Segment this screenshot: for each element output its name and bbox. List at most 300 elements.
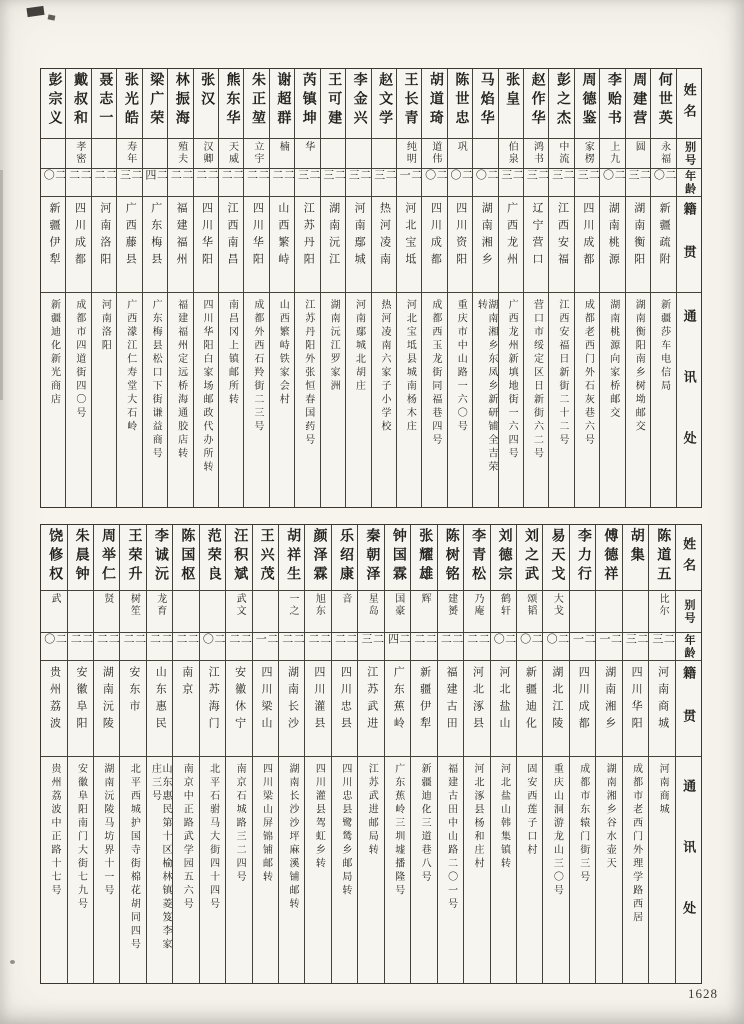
name-text: 王可建	[326, 72, 342, 129]
alias-cell	[200, 591, 225, 633]
native-text: 四川华阳	[251, 202, 264, 270]
table-section-bottom	[40, 524, 702, 984]
address-text: 广西濛江仁寿堂大石岭	[124, 299, 136, 434]
name-text: 张耀雄	[417, 528, 433, 585]
name-cell	[226, 525, 251, 591]
address-cell	[305, 757, 330, 983]
age-cell	[41, 169, 65, 197]
age-cell	[448, 169, 472, 197]
name-text: 谢超群	[275, 72, 291, 129]
alias-cell	[194, 139, 218, 169]
age-text: 二二	[93, 169, 117, 183]
alias-text: 龙育	[154, 593, 166, 617]
name-cell	[623, 525, 648, 591]
native-cell	[94, 661, 119, 757]
native-cell	[575, 197, 599, 293]
age-cell	[372, 169, 396, 197]
person-column	[472, 69, 497, 507]
name-text: 陈国枢	[179, 528, 195, 585]
alias-cell	[499, 139, 523, 169]
person-column	[447, 69, 472, 507]
alias-cell	[244, 139, 268, 169]
age-cell	[147, 633, 172, 661]
scan-artifact	[26, 6, 44, 17]
native-text: 江苏海门	[207, 666, 220, 734]
native-text: 福建古田	[445, 666, 458, 734]
native-text: 新疆迪化	[524, 666, 537, 734]
header-age-cell	[676, 633, 701, 661]
native-cell	[66, 197, 90, 293]
age-cell	[92, 169, 116, 197]
age-cell	[270, 169, 294, 197]
native-cell	[120, 661, 145, 757]
person-column	[278, 525, 304, 983]
name-cell	[253, 525, 278, 591]
native-cell	[332, 661, 357, 757]
alias-cell	[226, 591, 251, 633]
age-cell	[253, 633, 278, 661]
native-text: 广西藤县	[124, 202, 137, 270]
native-cell	[499, 197, 523, 293]
alias-cell	[120, 591, 145, 633]
person-column	[167, 69, 192, 507]
alias-text: 华	[302, 141, 314, 153]
age-text: 二二	[412, 633, 437, 647]
name-text: 李贻书	[605, 72, 621, 129]
address-cell	[570, 757, 595, 983]
address-cell	[397, 293, 421, 507]
table-section-top	[40, 68, 702, 508]
address-cell	[346, 293, 370, 507]
alias-text: 寿年	[124, 141, 136, 165]
name-cell	[143, 69, 167, 139]
age-cell	[68, 633, 93, 661]
person-column	[595, 525, 621, 983]
age-cell	[524, 169, 548, 197]
name-cell	[147, 525, 172, 591]
name-text: 秦朝泽	[364, 528, 380, 585]
address-cell	[226, 757, 251, 983]
alias-cell	[385, 591, 410, 633]
native-cell	[626, 197, 650, 293]
address-cell	[68, 757, 93, 983]
address-text: 河南鄢城北胡庄	[353, 299, 365, 394]
name-cell	[491, 525, 516, 591]
address-cell	[422, 293, 446, 507]
alias-cell	[305, 591, 330, 633]
name-cell	[321, 69, 345, 139]
alias-cell	[570, 591, 595, 633]
age-text: 二二	[271, 169, 295, 183]
name-cell	[279, 525, 304, 591]
address-cell	[575, 293, 599, 507]
alias-cell	[279, 591, 304, 633]
header-native-cell	[676, 661, 701, 757]
name-cell	[346, 69, 370, 139]
name-text: 张汉	[199, 72, 215, 110]
alias-cell	[41, 591, 66, 633]
person-column	[320, 69, 345, 507]
native-cell	[491, 661, 516, 757]
name-cell	[411, 525, 436, 591]
address-cell	[219, 293, 243, 507]
person-column	[345, 69, 370, 507]
name-cell	[270, 69, 294, 139]
name-cell	[549, 69, 573, 139]
native-text: 江苏武进	[365, 666, 378, 734]
name-cell	[397, 69, 421, 139]
person-column	[225, 525, 251, 983]
alias-text: 中流	[556, 141, 568, 165]
alias-cell	[575, 139, 599, 169]
age-cell	[332, 633, 357, 661]
native-text: 新疆伊犁	[418, 666, 431, 734]
person-column	[91, 69, 116, 507]
person-column	[516, 525, 542, 983]
address-text: 江苏丹阳外张恒春国药号	[302, 299, 314, 448]
address-text: 南京石城路三二四号	[234, 763, 246, 885]
alias-text: 辉	[419, 593, 431, 605]
alias-cell	[397, 139, 421, 169]
native-cell	[117, 197, 141, 293]
name-text: 聂志一	[97, 72, 113, 129]
age-text: 二〇	[42, 169, 66, 183]
header-column	[676, 69, 701, 507]
alias-cell	[600, 139, 624, 169]
name-cell	[575, 69, 599, 139]
alias-cell	[517, 591, 542, 633]
native-cell	[596, 661, 621, 757]
address-cell	[549, 293, 573, 507]
alias-text: 武文	[234, 593, 246, 617]
native-text: 湖南沅江	[327, 202, 340, 270]
name-text: 刘之武	[523, 528, 538, 585]
age-text: 二三	[372, 169, 396, 183]
address-cell	[92, 293, 116, 507]
address-text: 山东惠民第十区榆林镇菱笈李家庄三号	[149, 763, 172, 952]
name-cell	[92, 69, 116, 139]
alias-cell	[464, 591, 489, 633]
name-text: 范荣良	[205, 528, 221, 585]
native-text: 四川灌县	[312, 666, 325, 734]
native-text: 辽宁营口	[531, 202, 544, 270]
name-text: 李诚沅	[152, 528, 168, 585]
age-cell	[173, 633, 198, 661]
header-address-cell	[677, 293, 701, 507]
alias-cell	[524, 139, 548, 169]
native-text: 山西繁峙	[276, 202, 289, 270]
native-cell	[200, 661, 225, 757]
native-cell	[226, 661, 251, 757]
address-text: 新疆迪化新光商店	[48, 299, 60, 407]
alias-cell	[270, 139, 294, 169]
alias-cell	[623, 591, 648, 633]
native-cell	[41, 661, 66, 757]
alias-text: 颂韬	[524, 593, 536, 617]
name-cell	[438, 525, 463, 591]
age-text: 二二	[67, 169, 91, 183]
age-cell	[219, 169, 243, 197]
address-text: 成都市老西门外理学路西居	[630, 763, 642, 925]
header-alias-text: 别号	[683, 598, 696, 625]
name-text: 饶修权	[47, 528, 63, 585]
address-text: 湖南长沙沙坪麻溪铺邮转	[286, 763, 298, 912]
header-native-text: 籍贯	[681, 665, 697, 752]
name-cell	[295, 69, 319, 139]
address-cell	[499, 293, 523, 507]
alias-text: 比尔	[657, 593, 669, 617]
person-column	[172, 525, 198, 983]
alias-cell	[358, 591, 383, 633]
native-text: 热河凌南	[378, 202, 391, 270]
alias-text: 大戈	[551, 593, 563, 617]
native-cell	[600, 197, 624, 293]
header-name-cell	[676, 525, 701, 591]
name-cell	[219, 69, 243, 139]
name-cell	[200, 525, 225, 591]
native-text: 河北宝坻	[403, 202, 416, 270]
name-cell	[41, 69, 65, 139]
name-cell	[473, 69, 497, 139]
native-cell	[68, 661, 93, 757]
alias-cell	[346, 139, 370, 169]
name-cell	[168, 69, 192, 139]
page-number: 1628	[688, 986, 718, 1001]
native-text: 河北涿县	[471, 666, 484, 734]
alias-text: 上九	[607, 141, 619, 165]
age-text: 二〇	[201, 633, 225, 647]
alias-cell	[448, 139, 472, 169]
native-cell	[253, 661, 278, 757]
name-cell	[596, 525, 621, 591]
name-cell	[332, 525, 357, 591]
address-text: 河南洛阳	[99, 299, 111, 353]
person-column	[294, 69, 319, 507]
alias-text: 贤	[101, 593, 113, 605]
address-cell	[143, 293, 167, 507]
native-text: 南京	[180, 666, 193, 700]
person-column	[574, 69, 599, 507]
person-column	[622, 525, 648, 983]
name-text: 林振海	[173, 72, 189, 129]
native-cell	[372, 197, 396, 293]
age-text: 二三	[576, 169, 600, 183]
age-cell	[279, 633, 304, 661]
native-cell	[270, 197, 294, 293]
name-cell	[358, 525, 383, 591]
alias-text: 道伟	[429, 141, 441, 165]
age-cell	[120, 633, 145, 661]
address-cell	[270, 293, 294, 507]
header-alias-cell	[677, 139, 701, 169]
age-cell	[575, 169, 599, 197]
person-column	[193, 69, 218, 507]
person-column	[304, 525, 330, 983]
age-text: 二三	[626, 169, 651, 183]
name-text: 王兴茂	[258, 528, 274, 585]
native-cell	[244, 197, 268, 293]
name-text: 朱正堃	[249, 72, 265, 129]
alias-cell	[253, 591, 278, 633]
name-text: 熊东华	[224, 72, 240, 129]
age-text: 二二	[169, 169, 193, 183]
name-text: 李力行	[575, 528, 591, 585]
address-text: 湖南桃源向家桥邮交	[607, 299, 619, 421]
age-cell	[41, 633, 66, 661]
native-text: 四川华阳	[200, 202, 213, 270]
name-text: 陈树铭	[443, 528, 459, 585]
alias-text: 树笙	[128, 593, 140, 617]
person-column	[67, 525, 93, 983]
name-text: 陈世忠	[453, 72, 469, 129]
name-text: 周举仁	[100, 528, 115, 585]
native-text: 河南鄢城	[353, 202, 366, 270]
age-cell	[623, 633, 648, 661]
age-cell	[66, 169, 90, 197]
age-cell	[649, 633, 674, 661]
person-column	[65, 69, 90, 507]
address-text: 江西安福日新街二十二号	[556, 299, 568, 448]
age-cell	[397, 169, 421, 197]
age-text: 二二	[227, 633, 252, 647]
native-text: 河南商城	[656, 666, 669, 734]
alias-text: 星岛	[366, 593, 378, 617]
age-text: 二三	[499, 169, 524, 183]
native-cell	[173, 661, 198, 757]
alias-cell	[626, 139, 650, 169]
alias-text: 旭东	[313, 593, 325, 617]
person-column	[371, 69, 396, 507]
native-cell	[649, 661, 674, 757]
native-text: 广东蕉岭	[392, 666, 405, 734]
alias-text: 鹤轩	[498, 593, 510, 617]
native-text: 广西龙州	[505, 202, 518, 270]
age-text: 二〇	[545, 633, 569, 647]
address-text: 河北盐山韩集镇转	[498, 763, 510, 871]
age-cell	[549, 169, 573, 197]
address-text: 福建古田中山路二〇一号	[445, 763, 457, 912]
name-cell	[68, 525, 93, 591]
address-text: 四川华阳白家场邮政代办所转	[201, 299, 213, 475]
age-cell	[305, 633, 330, 661]
age-text: 二二	[174, 633, 199, 647]
native-text: 湖南沅陵	[101, 666, 114, 734]
header-address-cell	[676, 757, 701, 983]
native-text: 江苏丹阳	[302, 202, 315, 270]
alias-text: 天威	[226, 141, 238, 165]
age-text: 二三	[321, 169, 346, 183]
person-column	[463, 525, 489, 983]
person-column	[269, 69, 294, 507]
address-text: 北平石驸马大街四十四号	[207, 763, 219, 912]
alias-cell	[543, 591, 568, 633]
native-text: 山东惠民	[154, 666, 167, 734]
native-cell	[422, 197, 446, 293]
person-column	[199, 525, 225, 983]
alias-cell	[321, 139, 345, 169]
person-column	[119, 525, 145, 983]
person-column	[650, 69, 675, 507]
age-text: 二〇	[42, 633, 67, 647]
person-column	[498, 69, 523, 507]
alias-text: 楠	[277, 141, 289, 153]
name-text: 胡道琦	[427, 72, 443, 129]
native-cell	[448, 197, 472, 293]
alias-text: 乃庵	[472, 593, 484, 617]
age-cell	[200, 633, 225, 661]
alias-text: 家楞	[582, 141, 594, 165]
address-text: 贵州荔波中正路十七号	[49, 763, 61, 898]
person-column	[421, 69, 446, 507]
alias-cell	[143, 139, 167, 169]
alias-cell	[219, 139, 243, 169]
address-text: 营口市绥定区日新街六二号	[531, 299, 543, 461]
name-text: 彭宗义	[46, 72, 62, 129]
age-cell	[411, 633, 436, 661]
person-column	[252, 525, 278, 983]
age-text: 二二	[465, 633, 490, 647]
person-column	[243, 69, 268, 507]
native-cell	[295, 197, 319, 293]
age-cell	[570, 633, 595, 661]
name-cell	[120, 525, 145, 591]
name-cell	[244, 69, 268, 139]
alias-cell	[438, 591, 463, 633]
age-cell	[321, 169, 345, 197]
alias-text: 圆	[633, 141, 645, 153]
address-cell	[244, 293, 268, 507]
native-text: 贵州荔波	[48, 666, 61, 734]
native-text: 湖南长沙	[286, 666, 299, 734]
person-column	[542, 525, 568, 983]
native-cell	[321, 197, 345, 293]
person-column	[599, 69, 624, 507]
person-column	[437, 525, 463, 983]
age-text: 二〇	[423, 169, 447, 183]
address-text: 成都市四道街四〇号	[73, 299, 85, 421]
age-cell	[596, 633, 621, 661]
age-cell	[244, 169, 268, 197]
alias-text: 纯明	[404, 141, 416, 165]
header-name-cell	[677, 69, 701, 139]
native-cell	[41, 197, 65, 293]
age-text: 二二	[69, 633, 93, 647]
address-text: 固安西莲子口村	[524, 763, 536, 858]
header-column	[675, 525, 701, 983]
age-text: 二三	[525, 169, 549, 183]
name-cell	[649, 525, 674, 591]
address-text: 成都老西门外石灰巷六号	[582, 299, 594, 448]
native-cell	[473, 197, 497, 293]
alias-cell	[473, 139, 497, 169]
address-text: 山西繁峙铁家会村	[277, 299, 289, 407]
person-column	[218, 69, 243, 507]
address-text: 新疆莎车电信局	[658, 299, 670, 394]
alias-cell	[651, 139, 675, 169]
native-cell	[92, 197, 116, 293]
alias-text: 孝密	[73, 141, 85, 165]
name-text: 钟国霖	[390, 528, 406, 585]
name-text: 彭之杰	[555, 72, 571, 129]
native-text: 新疆伊犁	[48, 202, 61, 270]
native-text: 安东市	[127, 666, 140, 717]
name-text: 乐绍康	[337, 528, 353, 585]
alias-text: 永福	[658, 141, 670, 165]
age-text: 二三	[624, 633, 648, 647]
name-cell	[543, 525, 568, 591]
native-cell	[517, 661, 542, 757]
address-text: 重庆山洞游龙山三〇号	[551, 763, 563, 898]
